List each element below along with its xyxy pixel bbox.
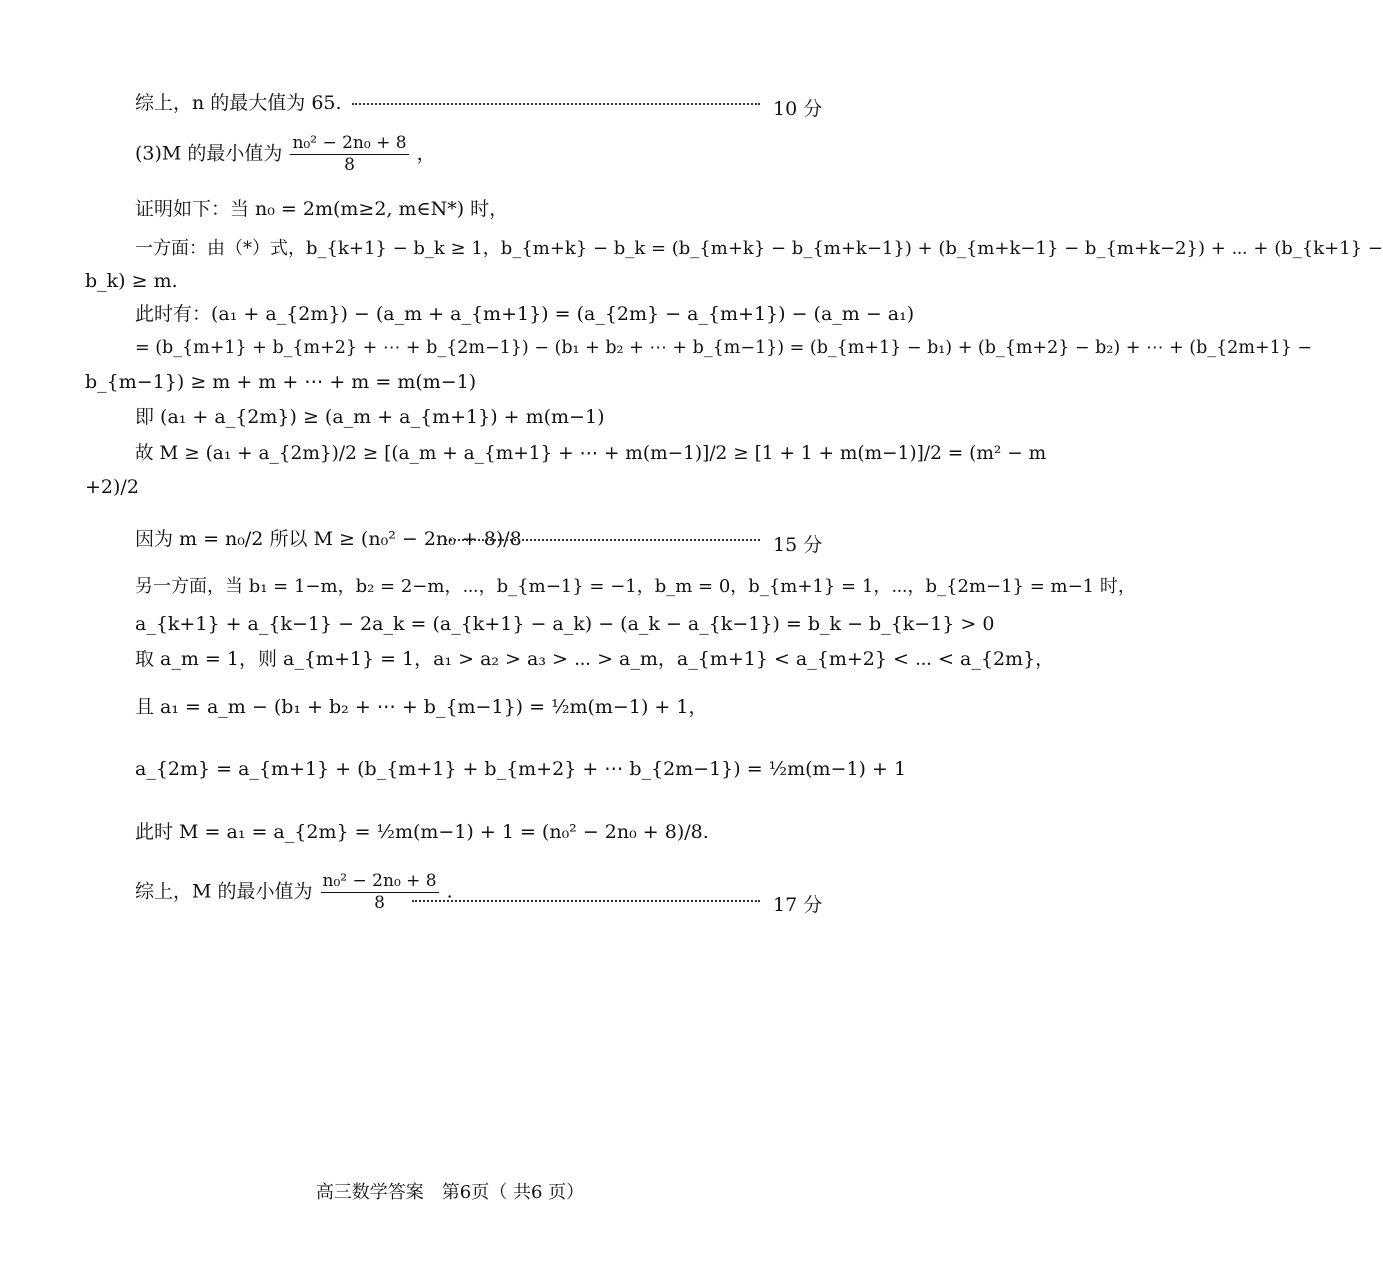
leader-dots: [412, 898, 760, 904]
fraction-denominator: 8: [344, 155, 355, 175]
line-text: 综上，M 的最小值为: [135, 880, 313, 903]
fraction-n0: [290, 135, 408, 174]
line-equality-chain-cont: b_{m−1}) ≥ m + m + ⋯ + m = m(m−1): [85, 371, 477, 393]
line-one-side: 一方面：由（*）式，b_{k+1} − b_k ≥ 1，b_{m+k} − b_k = (b_{m+k} − b_{m+k−1}) + (b_{m+k−1} − b_{m+k−2}) + ⋯ + (b_{k+1} −: [135, 238, 1383, 259]
line-hence-M-cont: +2)/2: [85, 476, 139, 498]
line-therefore: 即 (a₁ + a_{2m}) ≥ (a_m + a_{m+1}) + m(m−1): [135, 406, 605, 428]
line-part3-min-value: [135, 135, 436, 174]
leader-dots: [352, 101, 760, 107]
score-15: 15 分: [773, 534, 823, 556]
line-text: (3)M 的最小值为: [135, 142, 283, 165]
fraction-n0: [321, 873, 439, 912]
line-second-diff: a_{k+1} + a_{k−1} − 2a_k = (a_{k+1} − a_k) − (a_k − a_{k−1}) = b_k − b_{k−1} > 0: [135, 613, 995, 635]
line-proof-intro: 证明如下：当 n₀ = 2m(m≥2, m∈N*) 时，: [135, 198, 509, 220]
line-text: ，: [416, 142, 436, 165]
line-text: .: [446, 880, 453, 903]
fraction-denominator: 8: [374, 893, 385, 913]
line-a1-value: 且 a₁ = a_m − (b₁ + b₂ + ⋯ + b_{m−1}) = ½m(m−1) + 1，: [135, 696, 708, 718]
line-M-value: 此时 M = a₁ = a_{2m} = ½m(m−1) + 1 = (n₀² − 2n₀ + 8)/8.: [135, 821, 709, 843]
fraction-numerator: n₀² − 2n₀ + 8: [322, 871, 437, 891]
page-footer: 高三数学答案 第6页（ 共6 页）: [315, 1182, 585, 1203]
line-a2m-value: a_{2m} = a_{m+1} + (b_{m+1} + b_{m+2} + ⋯ b_{2m−1}) = ½m(m−1) + 1: [135, 758, 907, 780]
leader-dots: [445, 537, 760, 543]
fraction-numerator: n₀² − 2n₀ + 8: [292, 133, 407, 153]
line-at-this-time: 此时有：(a₁ + a_{2m}) − (a_m + a_{m+1}) = (a_{2m} − a_{m+1}) − (a_m − a₁): [135, 303, 915, 325]
line-hence-M: 故 M ≥ (a₁ + a_{2m})/2 ≥ [(a_m + a_{m+1} + ⋯ + m(m−1)]/2 ≥ [1 + 1 + m(m−1)]/2 = (m² − m: [135, 443, 1047, 464]
line-final-conclusion: [135, 873, 453, 912]
line-conclusion-n-max: [135, 94, 342, 113]
line-text: 综上，n 的最大值为 65.: [135, 92, 342, 114]
line-take-am: 取 a_m = 1，则 a_{m+1} = 1，a₁ > a₂ > a₃ > ⋯ > a_m，a_{m+1} < a_{m+2} < ⋯ < a_{2m}，: [135, 648, 1055, 670]
score-10: 10 分: [773, 98, 823, 120]
line-because-m: 因为 m = n₀/2 所以 M ≥ (n₀² − 2n₀ + 8)/8: [135, 528, 522, 550]
line-equality-chain: = (b_{m+1} + b_{m+2} + ⋯ + b_{2m−1}) − (b₁ + b₂ + ⋯ + b_{m−1}) = (b_{m+1} − b₁) + (b_{m+2} − b₂) + ⋯ + (b_{2m+1} −: [135, 338, 1313, 358]
line-one-side-cont: b_k) ≥ m.: [85, 270, 178, 292]
line-other-side: 另一方面，当 b₁ = 1−m，b₂ = 2−m，⋯，b_{m−1} = −1，b_m = 0，b_{m+1} = 1，⋯，b_{2m−1} = m−1 时，: [135, 576, 1136, 597]
score-17: 17 分: [773, 894, 823, 916]
